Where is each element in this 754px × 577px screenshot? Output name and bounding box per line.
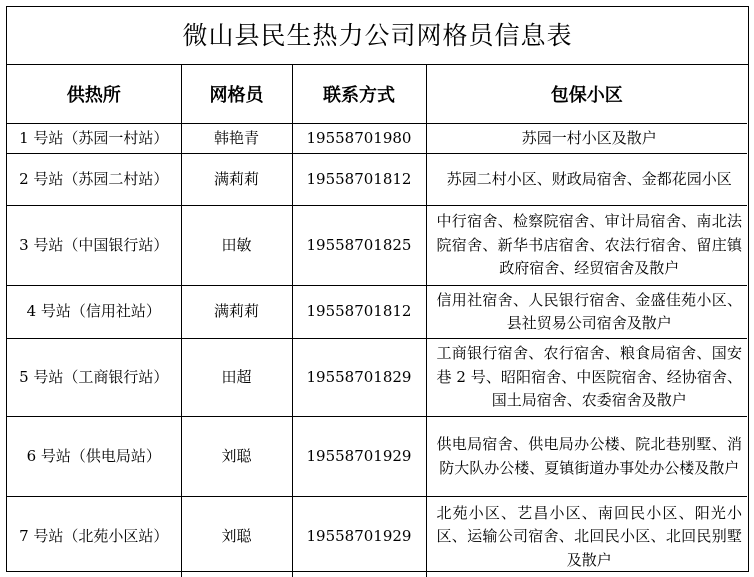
area-cell: 中行宿舍、检察院宿舍、审计局宿舍、南北法院宿舍、新华书店宿舍、农法行宿舍、留庄镇政府宿舍、经贸宿舍及散户	[426, 206, 747, 286]
table-row	[7, 497, 747, 577]
area-cell: 信用社宿舍、人民银行宿舍、金盛佳苑小区、县社贸易公司宿舍及散户	[426, 286, 747, 339]
header-member: 网格员	[181, 65, 292, 124]
station-cell: 1 号站（苏园一村站）	[7, 124, 181, 154]
station-cell: 6 号站（供电局站）	[7, 417, 181, 497]
header-contact: 联系方式	[292, 65, 426, 124]
contact-cell: 19558701929	[292, 497, 426, 577]
member-cell: 满莉莉	[181, 286, 292, 339]
station-cell: 3 号站（中国银行站）	[7, 206, 181, 286]
grid-member-table	[7, 65, 747, 577]
area-cell: 苏园一村小区及散户	[426, 124, 747, 154]
member-cell: 田敏	[181, 206, 292, 286]
header-area: 包保小区	[426, 65, 747, 124]
area-cell: 苏园二村小区、财政局宿舍、金都花园小区	[426, 154, 747, 206]
contact-cell: 19558701812	[292, 286, 426, 339]
member-cell: 满莉莉	[181, 154, 292, 206]
table-row	[7, 339, 747, 417]
table-row	[7, 286, 747, 339]
header-station: 供热所	[7, 65, 181, 124]
table-row	[7, 154, 747, 206]
table-row	[7, 124, 747, 154]
station-cell: 5 号站（工商银行站）	[7, 339, 181, 417]
member-cell: 田超	[181, 339, 292, 417]
station-cell: 2 号站（苏园二村站）	[7, 154, 181, 206]
area-cell: 北苑小区、艺昌小区、南回民小区、阳光小区、运输公司宿舍、北回民小区、北回民别墅及散户	[426, 497, 747, 577]
area-cell: 供电局宿舍、供电局办公楼、院北巷别墅、消防大队办公楼、夏镇街道办事处办公楼及散户	[426, 417, 747, 497]
member-cell: 韩艳青	[181, 124, 292, 154]
contact-cell: 19558701825	[292, 206, 426, 286]
member-cell: 刘聪	[181, 417, 292, 497]
table-header-row	[7, 65, 747, 124]
station-cell: 4 号站（信用社站）	[7, 286, 181, 339]
contact-cell: 19558701812	[292, 154, 426, 206]
document-title: 微山县民生热力公司网格员信息表	[7, 7, 748, 65]
contact-cell: 19558701980	[292, 124, 426, 154]
member-cell: 刘聪	[181, 497, 292, 577]
station-cell: 7 号站（北苑小区站）	[7, 497, 181, 577]
contact-cell: 19558701929	[292, 417, 426, 497]
area-cell: 工商银行宿舍、农行宿舍、粮食局宿舍、国安巷 2 号、昭阳宿舍、中医院宿舍、经协宿舍、国土局宿舍、农委宿舍及散户	[426, 339, 747, 417]
table-row	[7, 417, 747, 497]
contact-cell: 19558701829	[292, 339, 426, 417]
table-row	[7, 206, 747, 286]
info-table-document	[6, 6, 749, 572]
